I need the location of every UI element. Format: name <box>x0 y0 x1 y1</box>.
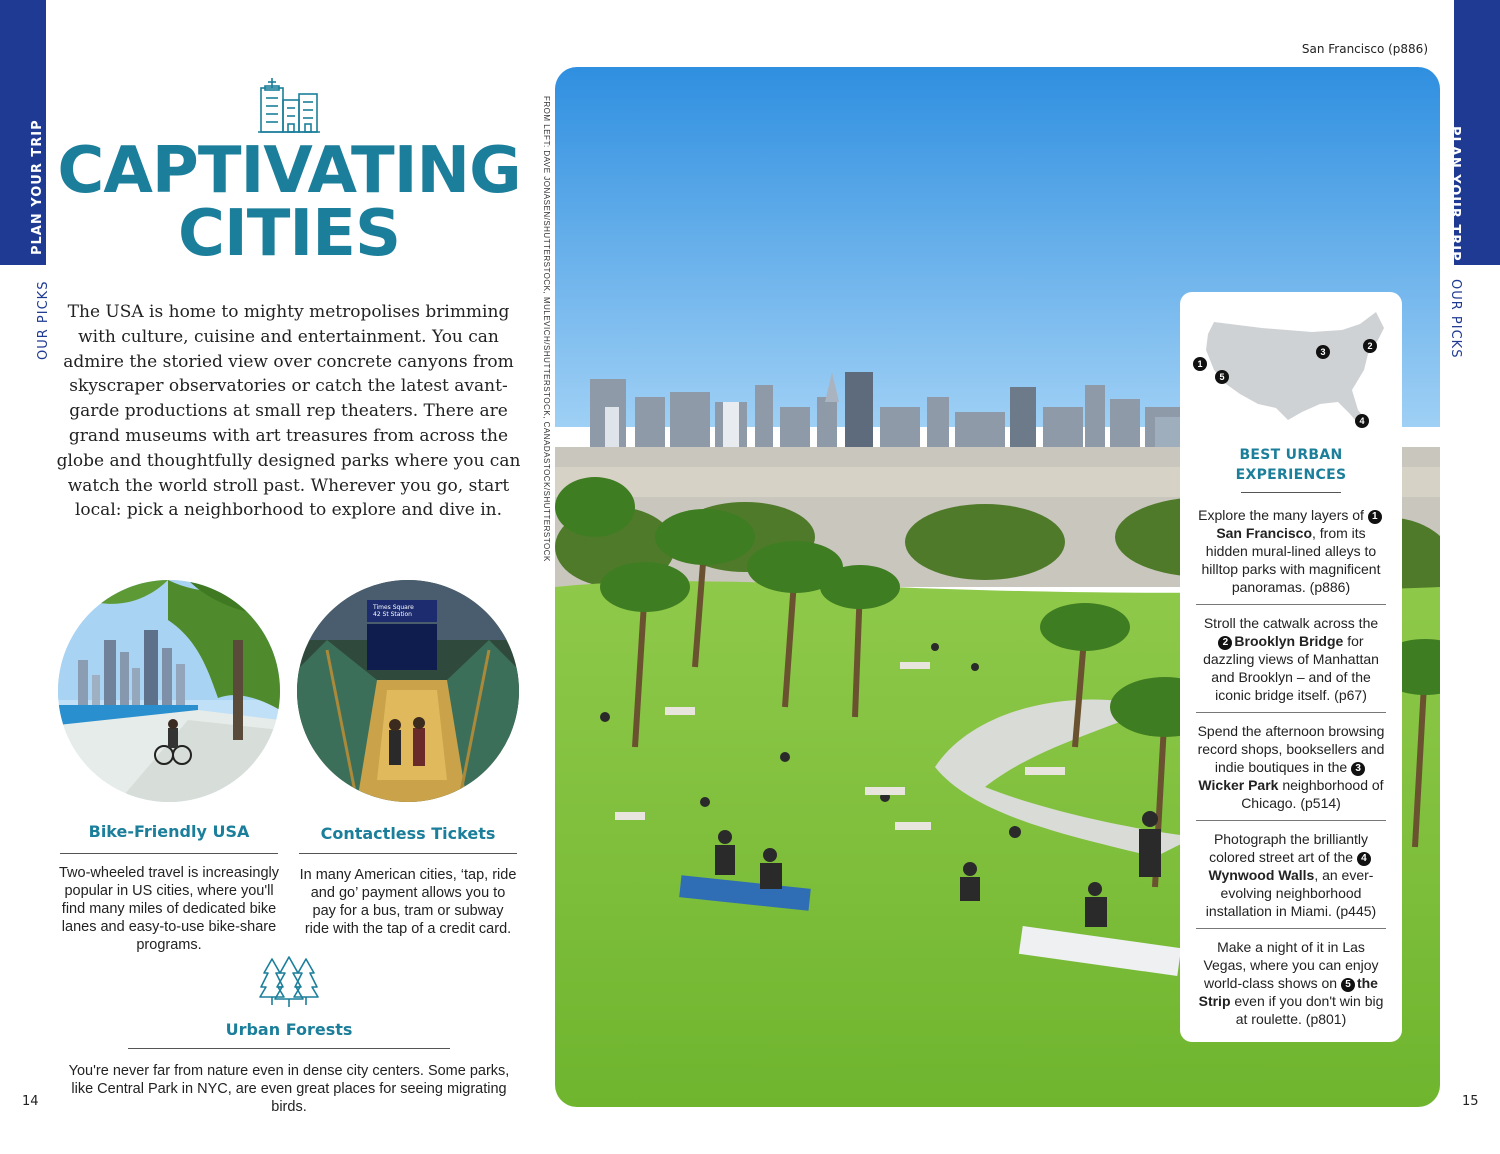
page-title <box>50 134 528 271</box>
side-tab-label-right: PLAN YOUR TRIP <box>1447 126 1462 262</box>
card-item-3-number: 3 <box>1351 762 1365 776</box>
feature-title-forests: Urban Forests <box>225 1020 353 1039</box>
card-item-4-post: , an ever-evolving neighborhood installation in Miami. (p445) <box>1205 867 1377 919</box>
card-item-2-post: for dazzling views of Manhattan and Brooklyn – and of the iconic bridge itself. (p67) <box>1203 633 1379 703</box>
title-line-2: CITIES <box>177 197 401 271</box>
card-separator-2 <box>1196 712 1386 713</box>
card-item-3-name: Wicker Park <box>1198 777 1279 793</box>
title-line-1: CAPTIVATING <box>57 134 521 208</box>
map-marker-1: 1 <box>1193 357 1207 371</box>
card-item-3-pre: Spend the afternoon browsing record shops, booksellers and indie boutiques in the <box>1197 723 1385 775</box>
feature-title-bike: Bike-Friendly USA <box>88 822 250 841</box>
card-item-2-name: Brooklyn Bridge <box>1234 633 1344 649</box>
map-marker-2: 2 <box>1363 339 1377 353</box>
side-tab-sub-left: OUR PICKS <box>36 280 51 360</box>
card-item-1-post: , from its hidden mural-lined alleys to hilltop parks with magnificent panoramas. (p886) <box>1201 525 1381 595</box>
card-separator-3 <box>1196 820 1386 821</box>
card-item-4 <box>1194 830 1388 920</box>
map-marker-3: 3 <box>1316 345 1330 359</box>
card-title-line-2: EXPERIENCES <box>1235 467 1347 483</box>
card-item-1-pre: Explore the many layers of <box>1198 507 1364 523</box>
city-buildings-icon <box>258 74 320 134</box>
card-item-1-name: San Francisco <box>1216 525 1313 541</box>
card-item-4-pre: Photograph the brilliantly colored street art of the <box>1209 831 1369 865</box>
card-item-4-name: Wynwood Walls <box>1208 867 1315 883</box>
side-tab-label-left: PLAN YOUR TRIP <box>30 119 45 255</box>
feature-rule-contactless <box>299 853 517 854</box>
card-title <box>1190 445 1392 485</box>
card-item-1 <box>1194 506 1388 596</box>
map-marker-5: 5 <box>1215 370 1229 384</box>
feature-body-contactless: In many American cities, ‘tap, ride and go’ payment allows you to pay for a bus, tram or subway ride with the tap of a credit card. <box>299 867 517 937</box>
card-item-1-number: 1 <box>1368 510 1382 524</box>
card-item-3 <box>1194 722 1388 812</box>
photo-credit-wrap <box>540 96 552 562</box>
subway-sign-line-2: 42 St Station <box>373 611 412 618</box>
card-item-2-number: 2 <box>1218 636 1232 650</box>
card-item-5-pre: Make a night of it in Las Vegas, where you can enjoy world-class shows on <box>1203 939 1379 991</box>
card-item-4-number: 4 <box>1357 852 1371 866</box>
card-separator-4 <box>1196 928 1386 929</box>
page-number-left: 14 <box>22 1094 39 1109</box>
subway-sign <box>373 604 435 618</box>
feature-body-bike: Two-wheeled travel is increasingly popular in US cities, where you'll find many miles of dedicated bike lanes and easy-to-use bike-share programs. <box>58 865 279 953</box>
card-item-5-number: 5 <box>1341 978 1355 992</box>
map-marker-4: 4 <box>1355 414 1369 428</box>
photo-caption: San Francisco (p886) <box>1301 42 1428 56</box>
photo-credit: FROM LEFT: DAVE JONASEN/SHUTTERSTOCK, MULEVICH/SHUTTERSTOCK, CANADASTOCK/SHUTTERSTOCK <box>542 96 551 562</box>
trees-icon <box>258 955 320 1007</box>
card-item-2 <box>1194 614 1388 704</box>
side-tab-sub-right: OUR PICKS <box>1448 279 1463 359</box>
card-separator-1 <box>1196 604 1386 605</box>
page-number-right: 15 <box>1462 1094 1479 1109</box>
card-item-2-pre: Stroll the catwalk across the <box>1203 615 1379 631</box>
card-item-5-post: even if you don't win big at roulette. (p801) <box>1230 993 1384 1027</box>
feature-rule-forests <box>128 1048 450 1049</box>
card-item-5-name: the Strip <box>1198 975 1378 1009</box>
card-title-rule <box>1241 492 1341 493</box>
card-item-3-post: neighborhood of Chicago. (p514) <box>1241 777 1384 811</box>
feature-rule-bike <box>60 853 278 854</box>
feature-body-forests: You're never far from nature even in dense city centers. Some parks, like Central Park in NYC, are even great places for seeing migrating birds. <box>68 1063 510 1115</box>
card-title-line-1: BEST URBAN <box>1239 447 1343 463</box>
best-urban-experiences-card <box>1180 292 1402 1042</box>
card-item-5 <box>1194 938 1388 1028</box>
subway-sign-line-1: Times Square <box>373 604 414 611</box>
bike-photo <box>58 580 280 802</box>
feature-title-contactless: Contactless Tickets <box>320 824 496 843</box>
intro-paragraph: The USA is home to mighty metropolises brimming with culture, cuisine and entertainment. You can admire the storied view over concrete canyons from skyscraper observatories or catch the latest avant-garde productions at small rep theaters. There are grand museums with art treasures from across the globe and thoughtfully designed parks where you can watch the world stroll past. Wherever you go, start local: pick a neighborhood to explore and dive in. <box>56 302 521 521</box>
